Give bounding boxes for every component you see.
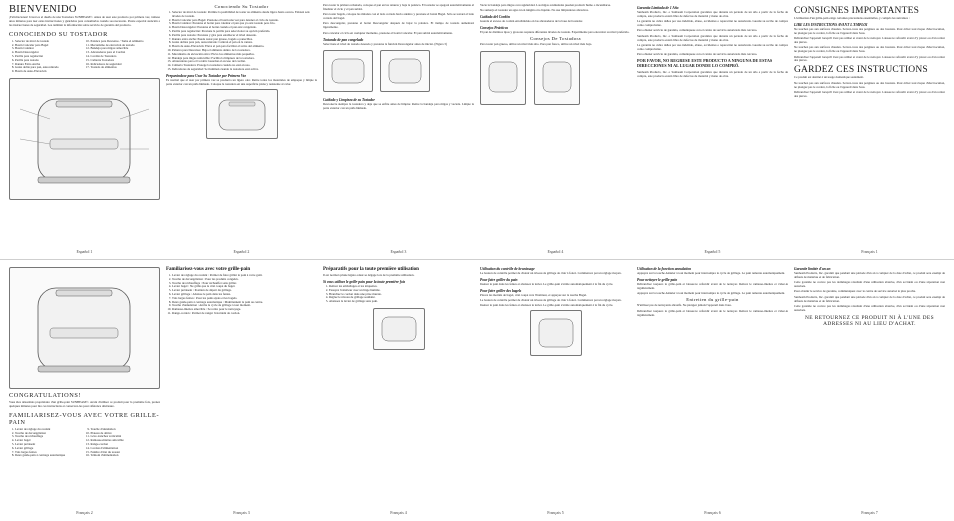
page-number: Español 1 [76,249,93,254]
fr-c6-p2b: Cette garantie ne couvre pas les dommages résultant d'une utilisation abusive, d'un accident ou d'une réparation non autorisée. [794,303,945,312]
feature-item: 2. Botón Cancelar para Bagel: Presione el botón una vez para detener el ciclo de tostado. [172,19,317,23]
page-number: Français 6 [704,510,721,515]
feature-item: 11. Mecanismo de elevación extra: Eleva los alimentos más pequeños. [172,53,317,57]
bot-col-1 [6,265,163,509]
fr-feature-item: 5. Levier prérésent : Position de départ du grillage. [172,289,317,293]
fr-parts-list [9,428,160,458]
figure-fr-2 [530,310,582,356]
part-item: 13. Abrazaderas para el Cordón [91,51,161,55]
fr-part-item: 9. Touche d'annulation [91,428,161,432]
prep-heading: Preparándose para Usar Su Tostador por Primera Vez [166,73,246,78]
c4-p2: No sumerja el tostador en agua ni en ningún otro líquido. No use limpiadores abrasivos. [480,8,589,13]
part-item: 5. Perilla para regulación [15,55,85,59]
spanish-spread [0,0,954,260]
feature-item: 10. Palanca para Descenso: Baja el alimento dentro de la tostadora. [172,49,317,53]
feature-item: 5. Perilla para regulación: Presione la perilla para seleccionar su opción preferida. [172,30,317,34]
feature-item: 13. Abrazaderas para el Cordón: Guardan el exceso del cordón. [172,60,317,64]
bot-col-3 [320,265,477,509]
welcome-intro: ¡Felicitaciones! Usted es el dueño de una Tostadora SUNBEAM®. Antes de usar este producto por primera vez, tómese unos minutos para leer estas instrucciones y guárdelas para consultarlas cuando sea necesario. Preste especial atención a las instrucciones de seguridad. Lea también la información sobre servicio de garantía del producto. [9,15,160,27]
fr-feature-item: 3. Touche de réchauffage : Pour réchauffer sans griller. [172,282,317,286]
fr-section-heading: FAMILIARISEZ-VOUS AVEC VOTRE GRILLE-PAIN [9,411,160,426]
fr-part-item: 5. Levier prérésent [15,443,85,447]
section-heading: CONOCIENDO SU TOSTADOR [9,30,108,38]
c4-h2: Consejos Prácticos [480,26,509,31]
part-item: 9. Botón de Auto-Elevación [15,70,85,74]
figure-4-drawing [481,52,525,104]
fr-part-item: 8. Deux guide-pain à centrage automatique [15,454,85,458]
fr-steps [323,285,474,304]
feature-item: 4. Botón Descongelar: Presione el botón cuando el pan esté congelado. [172,26,317,30]
feature-item: 14. Cubierta Tostadora: Protege la tostadora cuando no está en uso. [172,64,317,68]
c6-h1: LIRE LES INSTRUCTIONS AVANT L'EMPLOI [794,22,868,27]
figure-5 [534,51,580,105]
fr-part-item: 3. Touche de réchauffage [15,435,85,439]
toaster-diagram [9,78,160,200]
fr-feature-item: 1. Levier de réglage du coulant : Permet de faire griller le pain à votre goût. [172,274,317,278]
c3-p2: Para tostar bagels, coloque las mitades con el lado cortado hacia adentro y presione el botón Bagel. Sólo se tostará el lado cortado del bagel. [323,12,474,21]
part-item: 14. Cordón de Tostadora [91,55,161,59]
fr-c4-h2: Pour faire griller du pain [480,277,518,282]
fr-feature-item: 9. Touche d'annulation : Arrête le cycle de grillage à tout moment. [172,304,317,308]
fr-step-item: 1. Retirez les emballages et les étiquettes. [329,285,474,289]
part-item: 3. Botón Calentar [15,47,85,51]
bot-col-6 [791,265,948,509]
c3-p5: Seleccione el nivel de tostado deseado y presione la función Descongelar antes de iniciar. (Figura 3) [323,41,447,46]
part-item: 6. Perilla para tostado [15,59,85,63]
fr-feature-item: 2. Touche de décongélation : Pour les produits congelés. [172,278,317,282]
page-number: Español 5 [704,249,721,254]
part-item: 4. Botón Descongelar [15,51,85,55]
feature-item: 8. Guías dobles para pan, autocentrado: Centran el pan en la ranura. [172,41,317,45]
fr-part-item: 4. Levier bagel [15,439,85,443]
fr-feature-item: 7. Très larges fentes : Pour les pains épais et les bagels. [172,297,317,301]
fr-part-item: 14. Cordon d'alimentation [91,447,161,451]
fr-part-item: 16. Témoin d'alimentation [91,454,161,458]
feature-item: 12. Bandeja para migas removible: Facilita la limpieza de la tostadora. [172,57,317,61]
fr-c4-p3: Placez les moitiés de bagel, côté coupé vers l'intérieur, et appuyez sur la touche Bagel. [480,292,587,297]
c6-p3b: Débranchez l'appareil lorsqu'il n'est pas utilisé et avant de le nettoyer. Laissez-le refroidir avant d'y placer ou d'en retirer des pièces. [794,54,945,63]
fr-c3-p1: Il est normal qu'une légère odeur se dégage lors de la première utilisation. [323,273,415,277]
page-number: Français 1 [861,249,878,254]
page-number: Français 2 [76,510,93,515]
figure-1-drawing [207,90,277,138]
c4-p4: El pan de distintos tipos y grosores requiere diferentes niveles de tostado. Experimente para encontrar su nivel preferido. [480,30,630,35]
feature-item: 9. Botón de Auto-Elevación: Eleva el pan para facilitar el retiro del alimento. [172,45,317,49]
fr-c6-p1: Sunbeam Products, Inc. garantit que pendant une période d'un an à compter de la date d'achat, ce produit sera exempt de défauts de matériau et de fabrication. [794,271,945,279]
fr-part-item: 7. Très larges fentes [15,451,85,455]
figure-fr-1-drawing [374,309,424,349]
feature-item: 1. Selector de nivel de tostado: Permite la posibilidad de tostar su alimento desde ligero hasta oscuro. Existen seis niveles de tostado. [172,11,317,19]
fr-part-item: 13. Range-cordon [91,443,161,447]
page-number: Español 4 [547,249,564,254]
fr-feature-item: 11. Range-cordon : Permet de ranger l'excédent de cordon. [172,312,317,316]
important-title: CONSIGNES IMPORTANTES [794,6,920,16]
fr-c5-h2: Pour nettoyer le grille-pain [637,277,678,282]
figure-2 [323,50,373,92]
fr-feature-list [166,274,317,316]
fr-c6-p3: Pour obtenir le service de garantie, communiquez avec le centre de service autorisé le plus proche. [794,289,916,294]
fr-part-item: 12. Ramasse-miettes amovible [91,439,161,443]
prep-text: Es normal que al usar por primera vez se produzca un ligero olor. Retire todos los materiales de empaque y limpie la parte exterior con un paño húmedo. Coloque la tostadora en una superficie plana y resistente al calor. [166,77,317,86]
part-item: 16. Indicadores de seguridad [91,63,161,67]
parts-list [9,40,160,74]
c3-h2: Cuidado y Limpieza de su Tostador [323,97,375,102]
fr-c5-p1: Appuyez sur la touche Annuler à tout moment pour interrompre le cycle de grillage. Le pain remonte automatiquement. [637,271,786,275]
c5-warning: POR FAVOR, NO REGRESE ESTE PRODUCTO A NINGUNA DE ESTAS DIRECCIONES NI AL LUGAR DONDE LO COMPRÓ. [637,58,773,68]
fr-c6-h1: Garantie limitée d'un an [794,267,831,271]
c6-p2b: Ne touchez pas aux surfaces chaudes. Servez-vous des poignées ou des boutons. Pour éviter tout risque d'électrocution, ne plongez pas le cordon, la fiche ou l'appareil dans l'eau. [794,45,945,54]
part-item: 15. Cubierta Tostadora [91,59,161,63]
fr-c5-heading: Entretien du grille-pain [686,297,739,303]
c5-p2b: La garantía no cubre daños por uso indebido, abuso, accidentes o reparación no autorizada. Guarde su recibo de compra como comprobante. [637,42,788,51]
fr-c5-p1b: Appuyez sur la touche Annuler à tout moment pour interrompre le cycle de grillage. Le pain remonte automatiquement. [637,291,786,296]
fr-c4-p1b: Le bouton de contrôle permet de choisir un niveau de grillage de clair à foncé. Commencez par un réglage moyen. [480,298,622,303]
c4-p5: Para tostar pan grueso, utilice un nivel más alto. Para pan fresco, utilice un nivel más bajo. [480,42,593,47]
figure-3 [380,50,430,92]
fr-col2-heading: Familiarisez-vous avec votre grille-pain [166,267,251,272]
toaster-illustration [10,79,159,199]
fr-feature-item: 8. Deux guide-pain à centrage automatique : Maintiennent le pain au centre. [172,301,317,305]
c6-p2c: Ne touchez pas aux surfaces chaudes. Servez-vous des poignées ou des boutons. Pour éviter tout risque d'électrocution, ne plongez pas le cordon, la fiche ou l'appareil dans l'eau. [794,80,945,89]
toaster-diagram-fr [9,267,160,389]
figure-4 [480,51,526,105]
c3-p6: Desconecte siempre la tostadora y deje que se enfríe antes de limpiar. Retire la bandeja para migas y vacíela. Limpie la parte exterior con un paño húmedo. [323,101,474,110]
c5-p1b: Sunbeam Products, Inc. o Sunbeam Corporation garantiza que durante un período de un año a partir de la fecha de compra, este producto estará libre de defectos de material y mano de obra. [637,33,788,42]
c6-p3: Débranchez l'appareil lorsqu'il n'est pas utilisé et avant de le nettoyer. Laissez-le refroidir avant d'y placer ou d'en retirer des pièces. [794,36,945,45]
figure-fr-2-drawing [531,311,581,355]
congrats-intro: Vous êtes désormais propriétaire d'un grille-pain SUNBEAM®. Avant d'utiliser ce produit pour la première fois, prenez quelques minutes pour lire ces instructions et conservez-les pour référence ultérieure. [9,400,160,408]
c6-p4: Ce produit est destiné à un usage domestique seulement. [794,75,864,80]
c5-h1: Garantía Limitada de 1 Año [637,6,679,10]
c5-p1: Sunbeam Products, Inc. o Sunbeam Corporation garantiza que durante un período de un año a partir de la fecha de compra, este producto estará libre de defectos de material y mano de obra. [637,10,788,18]
c4-h1: Cuidado del Cordón [480,15,510,20]
fr-step-item: 2. Essuyez l'extérieur avec un linge humide. [329,289,474,293]
top-col-3 [320,4,477,248]
fr-c5-h1: Utilisation de la fonction annulation [637,267,692,271]
page-number: Español 3 [390,249,407,254]
feature-item: 3. Botón Calentar: Presione el botón para calentar el pan que ya esté tostado pero frío. [172,22,317,26]
toaster-illustration-fr [10,268,159,388]
figure-1 [206,89,278,139]
fold-line [0,259,954,260]
fr-step-item: 3. Branchez le cordon dans une prise murale. [329,293,474,297]
french-spread [0,261,954,521]
fr-step-item: 4. Réglez le niveau de grillage souhaité. [329,296,474,300]
fr-feature-item: 4. Levier bagel : Ne grille que le côté coupé du bagel. [172,285,317,289]
feature-item: 6. Perilla para tostado: Presione y gire para establecer el nivel deseado. [172,34,317,38]
part-item: 17. Tostado de alimentos [91,66,161,70]
c4-heading: Consejos De Tostadora [530,36,581,42]
fr-part-item: 1. Levier de réglage du coulant [15,428,85,432]
fr-c4-p2: Insérez le pain dans les fentes et abaissez le levier. Le grille-pain s'arrête automatiquement à la fin du cycle. [480,281,614,286]
figure-2-drawing [324,51,372,91]
page-number: Français 5 [547,510,564,515]
fr-c3-h1: Si vous utilisez le grille-pain pour la toute première fois [323,279,406,284]
fr-c4-h3: Pour faire griller des bagels [480,288,522,293]
c3-p3: Para descongelar, presione el botón Descongelar después de bajar la palanca. El tiempo de tostado aumentará ligeramente. [323,21,474,30]
fr-prep-heading: Préparatifs pour la toute première utilisation [323,267,419,272]
congrats-title: CONGRATULATIONS! [9,392,82,399]
col2-heading: Conociendo Su Tostador [214,4,269,9]
page-number: Français 3 [233,510,250,515]
part-item: 11. Mecanismo de elevación de tostado [91,44,161,48]
part-item: 7. Ranura Extra Ancha [15,63,85,67]
c6-p2: Ne touchez pas aux surfaces chaudes. Servez-vous des poignées ou des boutons. Pour éviter tout risque d'électrocution, ne plongez pas le cordon, la fiche ou l'appareil dans l'eau. [794,26,945,35]
part-item: 12. Bandeja para migas removible [91,47,161,51]
fr-part-item: 11. Lève-tranches verticalité [91,435,161,439]
top-footer [6,249,948,259]
part-item: 2. Botón Cancelar para Bagel [15,44,85,48]
figure-5-drawing [535,52,579,104]
c3-p1: Para tostar la primera rebanada, coloque el pan en las ranuras y baje la palanca. El tostador se apagará automáticamente al finalizar el ciclo y el pan subirá. [323,4,475,11]
feature-list [166,11,317,72]
bottom-footer [6,510,948,520]
c5-p3b: Para obtener servicio de garantía, comuníquese con el centro de servicio autorizado más cercano. [637,52,758,57]
feature-item: 7. Ranura extra ancha: Puede tostar pan grueso, bagels o panecillos. [172,38,317,42]
c6-p3c: Débranchez l'appareil lorsqu'il n'est pas utilisé et avant de le nettoyer. Laissez-le refroidir avant d'y placer ou d'en retirer des pièces. [794,89,945,98]
fr-c6-p1b: Sunbeam Products, Inc. garantit que pendant une période d'un an à compter de la date d'achat, ce produit sera exempt de défauts de matériau et de fabrication. [794,294,945,303]
fr-c5-p2b: Débranchez toujours le grille-pain et laissez-le refroidir avant de le nettoyer. Retirez le ramasse-miettes et videz-le régulièrement. [637,308,788,317]
fr-c4-p1: Le bouton de contrôle permet de choisir un niveau de grillage de clair à foncé. Commencez par un réglage moyen. [480,271,622,275]
page-number: Français 4 [390,510,407,515]
bot-col-4 [477,265,634,509]
c3-h1: Tostando de pan congelado [323,37,364,42]
bot-col-5 [634,265,791,509]
part-item: 10. Palanca para Descenso / Toma el Alimento [91,40,161,44]
fr-part-item: 15. Fenêtre d'état du toaster [91,451,161,455]
fr-part-item: 10. Plateau de dérive [91,432,161,436]
top-col-5 [634,4,791,248]
c3-p4: Para cancelar el ciclo en cualquier momento, presione el botón Cancelar. El pan subirá automáticamente. [323,30,453,35]
fr-c4-h1: Utilisation du contrôle de brunissage [480,267,535,271]
fr-c5-p3: N'utilisez pas de nettoyants abrasifs. Ne plongez jamais l'appareil dans l'eau. [637,303,732,308]
fr-c5-p2: Débranchez toujours le grille-pain et laissez-le refroidir avant de le nettoyer. Retirez le ramasse-miettes et videz-le régulièrement. [637,281,788,290]
fr-c6-p2: Cette garantie ne couvre pas les dommages résultant d'une utilisation abusive, d'un accident ou d'une réparation non autorisée. [794,280,945,289]
top-col-4 [477,4,634,248]
welcome-title: BIENVENIDO [9,4,77,15]
fr-feature-item: 10. Ramasse-miettes amovible : Se retire pour le nettoyage. [172,308,317,312]
figure-3-drawing [381,51,429,91]
feature-item: 15. Indicadores de seguridad: Se iluminan cuando la tostadora está activa. [172,68,317,72]
c4-p3: Guarde el exceso de cordón enrollándolo en las abrazaderas de la base del tostador. [480,19,583,24]
page-number: Español 2 [233,249,250,254]
fr-step-item: 5. Abaissez le levier de grillage sans pain. [329,300,474,304]
fr-warning: NE RETOURNEZ CE PRODUIT NI À L'UNE DES ADRESSES NI AU LIEU D'ACHAT. [804,314,935,327]
c6-p1: L'utilisation d'un grille-pain exige certaines précautions essentielles, y compris les suivantes : [794,16,910,20]
figure-fr-1 [373,308,425,350]
fr-part-item: 2. Touche de décongélation [15,432,85,436]
top-col-2 [163,4,320,248]
top-col-6 [791,4,948,248]
fr-feature-item: 6. Levier grillage : Abaisse le pain dans les fentes. [172,293,317,297]
c5-p1c: Sunbeam Products, Inc. o Sunbeam Corporation garantiza que durante un período de un año a partir de la fecha de compra, este producto estará libre de defectos de material y mano de obra. [637,69,788,78]
c4-p1: Vacíe la bandeja para migas con regularidad. Las migas acumuladas pueden producir humo o incendiarse. [480,4,611,7]
fr-part-item: 6. Levier grillage [15,447,85,451]
top-col-1 [6,4,163,248]
fr-c4-p2b: Insérez le pain dans les fentes et abaissez le levier. Le grille-pain s'arrête automatiquement à la fin du cycle. [480,303,614,308]
part-item: 1. Selector de nivel de tostado [15,40,85,44]
part-item: 8. Guías doble para pan, autocentrado [15,66,85,70]
page-number: Français 7 [861,510,878,515]
c5-p2: La garantía no cubre daños por uso indebido, abuso, accidentes o reparación no autorizada. Guarde su recibo de compra como comprobante. [637,19,788,28]
keep-instructions-title: GARDEZ CES INSTRUCTIONS [794,65,928,76]
c5-p3: Para obtener servicio de garantía, comuníquese con el centro de servicio autorizado más cercano. [637,28,758,33]
bot-col-2 [163,265,320,509]
